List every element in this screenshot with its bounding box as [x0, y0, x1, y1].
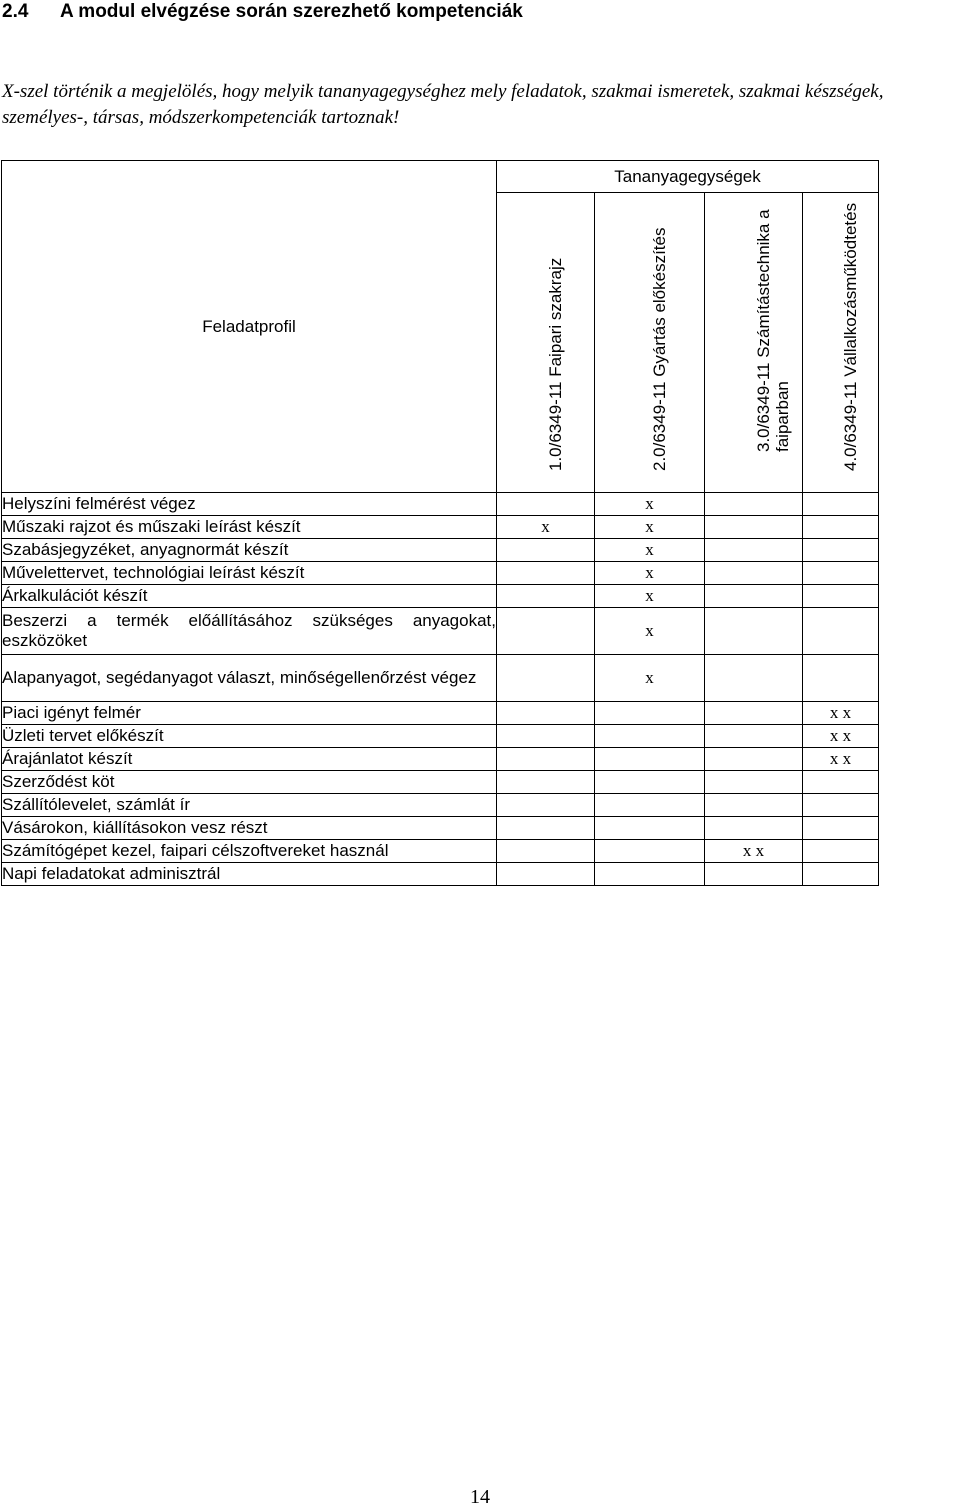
- mark-cell-unit-3: [705, 539, 803, 562]
- table-row: [2, 725, 879, 748]
- mark-cell-unit-4: x x: [803, 725, 879, 748]
- table-row: [2, 771, 879, 794]
- mark-cell-unit-2: x: [595, 562, 705, 585]
- task-cell: Árajánlatot készít: [2, 748, 497, 771]
- task-cell: Szerződést köt: [2, 771, 497, 794]
- task-cell: Napi feladatokat adminisztrál: [2, 863, 497, 886]
- task-cell: Üzleti tervet előkészít: [2, 725, 497, 748]
- section-heading: [2, 0, 523, 24]
- mark-cell-unit-1: [497, 493, 595, 516]
- section-title: A modul elvégzése során szerezhető kompetenciák: [60, 1, 523, 22]
- mark-cell-unit-4: [803, 562, 879, 585]
- mark-cell-unit-1: [497, 748, 595, 771]
- mark-cell-unit-2: x: [595, 585, 705, 608]
- task-cell: Művelettervet, technológiai leírást készít: [2, 562, 497, 585]
- mark-cell-unit-2: [595, 725, 705, 748]
- table-row: [2, 493, 879, 516]
- mark-cell-unit-1: [497, 725, 595, 748]
- task-cell: Számítógépet kezel, faipari célszoftvereket használ: [2, 840, 497, 863]
- unit-header-label: 2.0/6349-11 Gyártás előkészítés: [649, 227, 669, 471]
- page-number: 14: [470, 1486, 490, 1508]
- mark-cell-unit-2: x: [595, 493, 705, 516]
- mark-cell-unit-3: [705, 725, 803, 748]
- mark-cell-unit-2: [595, 840, 705, 863]
- mark-cell-unit-4: x x: [803, 748, 879, 771]
- table-row: [2, 539, 879, 562]
- mark-cell-unit-3: [705, 585, 803, 608]
- mark-cell-unit-1: [497, 608, 595, 655]
- mark-cell-unit-2: [595, 771, 705, 794]
- mark-cell-unit-1: [497, 771, 595, 794]
- mark-cell-unit-2: x: [595, 655, 705, 702]
- mark-cell-unit-3: [705, 817, 803, 840]
- unit-header-label: 3.0/6349-11 Számítástechnika a faiparban: [753, 209, 792, 452]
- table-row: [2, 748, 879, 771]
- mark-cell-unit-4: [803, 863, 879, 886]
- mark-cell-unit-4: [803, 794, 879, 817]
- mark-cell-unit-1: [497, 817, 595, 840]
- table-row: [2, 840, 879, 863]
- mark-cell-unit-4: [803, 655, 879, 702]
- table-row: [2, 608, 879, 655]
- mark-cell-unit-1: x: [497, 516, 595, 539]
- mark-cell-unit-4: [803, 539, 879, 562]
- mark-cell-unit-3: [705, 702, 803, 725]
- mark-cell-unit-2: [595, 817, 705, 840]
- mark-cell-unit-1: [497, 863, 595, 886]
- mark-cell-unit-2: x: [595, 539, 705, 562]
- table-header-row-group: [2, 161, 879, 193]
- mark-cell-unit-4: x x: [803, 702, 879, 725]
- mark-cell-unit-1: [497, 655, 595, 702]
- mark-cell-unit-2: [595, 702, 705, 725]
- mark-cell-unit-1: [497, 794, 595, 817]
- mark-cell-unit-1: [497, 702, 595, 725]
- unit-header-3: [705, 193, 803, 493]
- intro-paragraph: X-szel történik a megjelölés, hogy melyik tananyagegységhez mely feladatok, szakmai ismeretek, szakmai készségek, személyes-, társas, módszerkompetenciák tartoznak!: [2, 81, 884, 128]
- mark-cell-unit-4: [803, 840, 879, 863]
- mark-cell-unit-3: x x: [705, 840, 803, 863]
- section-number: 2.4: [2, 1, 29, 22]
- mark-cell-unit-1: [497, 562, 595, 585]
- task-cell: Szállítólevelet, számlát ír: [2, 794, 497, 817]
- mark-cell-unit-3: [705, 562, 803, 585]
- task-cell: Árkalkulációt készít: [2, 585, 497, 608]
- mark-cell-unit-3: [705, 655, 803, 702]
- task-cell: Beszerzi a termék előállításához szükséges anyagokat, eszközöket: [2, 608, 497, 655]
- mark-cell-unit-2: [595, 863, 705, 886]
- table-row: [2, 562, 879, 585]
- mark-cell-unit-3: [705, 608, 803, 655]
- table-row: [2, 794, 879, 817]
- mark-cell-unit-2: x: [595, 516, 705, 539]
- task-cell: Piaci igényt felmér: [2, 702, 497, 725]
- unit-header-label: 1.0/6349-11 Faipari szakrajz: [545, 257, 565, 471]
- profile-header: Feladatprofil: [2, 161, 497, 493]
- table-row: [2, 585, 879, 608]
- mark-cell-unit-4: [803, 585, 879, 608]
- task-cell: Szabásjegyzéket, anyagnormát készít: [2, 539, 497, 562]
- mark-cell-unit-2: x: [595, 608, 705, 655]
- task-cell: Vásárokon, kiállításokon vesz részt: [2, 817, 497, 840]
- table-row: [2, 863, 879, 886]
- mark-cell-unit-4: [803, 516, 879, 539]
- mark-cell-unit-3: [705, 863, 803, 886]
- table-row: [2, 516, 879, 539]
- mark-cell-unit-3: [705, 493, 803, 516]
- mark-cell-unit-1: [497, 539, 595, 562]
- mark-cell-unit-1: [497, 840, 595, 863]
- unit-header-label: 4.0/6349-11 Vállalkozásműködtetés: [840, 202, 860, 471]
- table-row: [2, 655, 879, 702]
- unit-header-1: [497, 193, 595, 493]
- task-cell: Helyszíni felmérést végez: [2, 493, 497, 516]
- task-cell: Műszaki rajzot és műszaki leírást készít: [2, 516, 497, 539]
- unit-header-2: [595, 193, 705, 493]
- table-row: [2, 817, 879, 840]
- mark-cell-unit-2: [595, 748, 705, 771]
- unit-header-4: [803, 193, 879, 493]
- mark-cell-unit-4: [803, 817, 879, 840]
- mark-cell-unit-3: [705, 748, 803, 771]
- task-cell: Alapanyagot, segédanyagot választ, minőségellenőrzést végez: [2, 655, 497, 702]
- mark-cell-unit-3: [705, 794, 803, 817]
- mark-cell-unit-4: [803, 608, 879, 655]
- mark-cell-unit-3: [705, 516, 803, 539]
- mark-cell-unit-3: [705, 771, 803, 794]
- units-group-header: Tananyagegységek: [497, 161, 879, 193]
- mark-cell-unit-1: [497, 585, 595, 608]
- mark-cell-unit-4: [803, 493, 879, 516]
- mark-cell-unit-2: [595, 794, 705, 817]
- table-row: [2, 702, 879, 725]
- competency-table: [1, 160, 879, 886]
- mark-cell-unit-4: [803, 771, 879, 794]
